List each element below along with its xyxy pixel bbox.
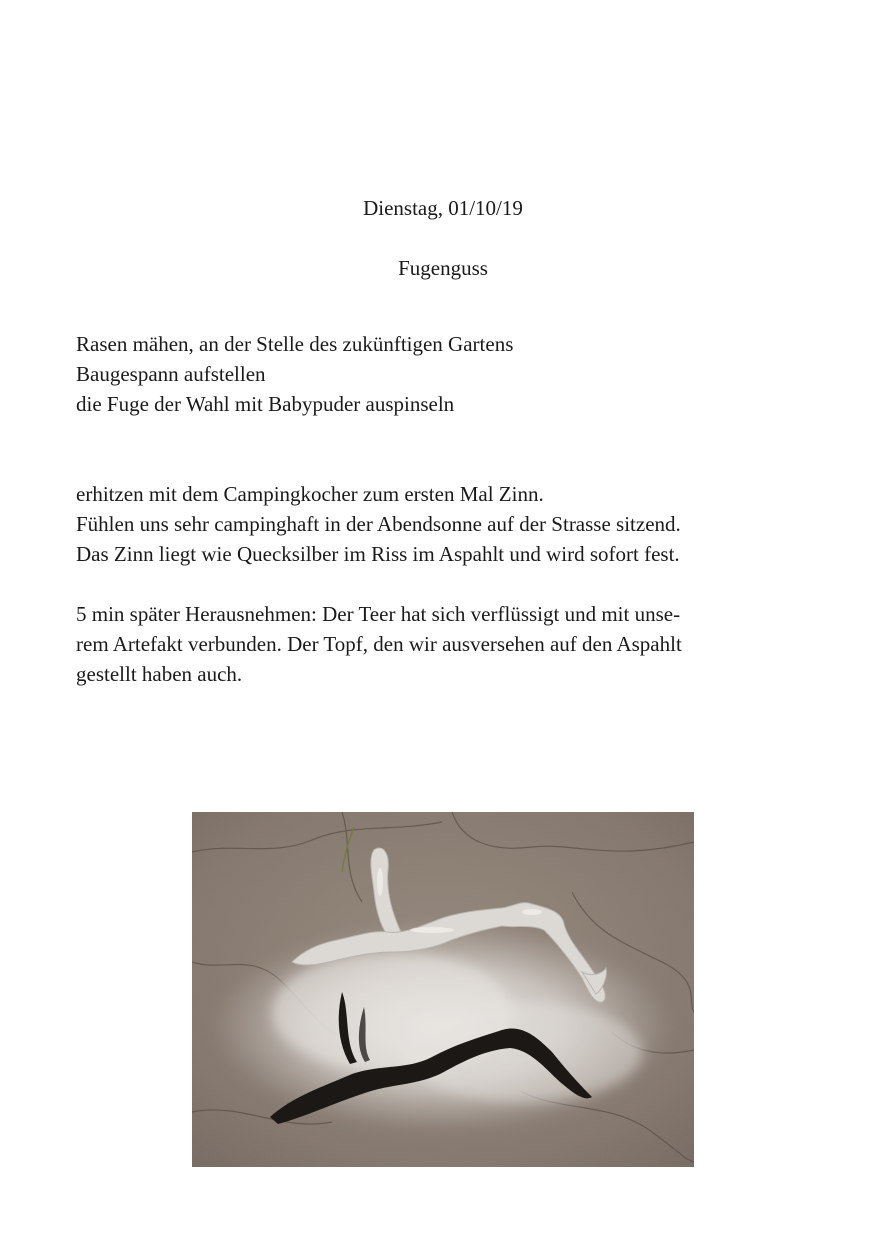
text-line: die Fuge der Wahl mit Babypuder auspinseln [76, 392, 455, 416]
paragraph-1 [76, 329, 816, 419]
page-title: Fugenguss [398, 256, 488, 280]
date-heading: Dienstag, 01/10/19 [363, 196, 523, 220]
text-line: rem Artefakt verbunden. Der Topf, den wir ausversehen auf den Aspahlt [76, 632, 682, 656]
text-line: Baugespann aufstellen [76, 362, 266, 386]
text-line: Das Zinn liegt wie Quecksilber im Riss im Aspahlt und wird sofort fest. [76, 542, 680, 566]
text-line: gestellt haben auch. [76, 662, 243, 686]
paragraph-2 [76, 479, 816, 569]
text-line: Fühlen uns sehr campinghaft in der Abendsonne auf der Strasse sitzend. [76, 512, 681, 536]
text-line: 5 min später Herausnehmen: Der Teer hat sich verflüssigt und mit unse- [76, 602, 681, 626]
text-line: Rasen mähen, an der Stelle des zukünftigen Gartens [76, 332, 514, 356]
photo-tin-cast-asphalt [192, 812, 694, 1167]
paragraph-3 [76, 599, 816, 689]
photo-illustration [192, 812, 694, 1167]
text-line: erhitzen mit dem Campingkocher zum ersten Mal Zinn. [76, 482, 544, 506]
